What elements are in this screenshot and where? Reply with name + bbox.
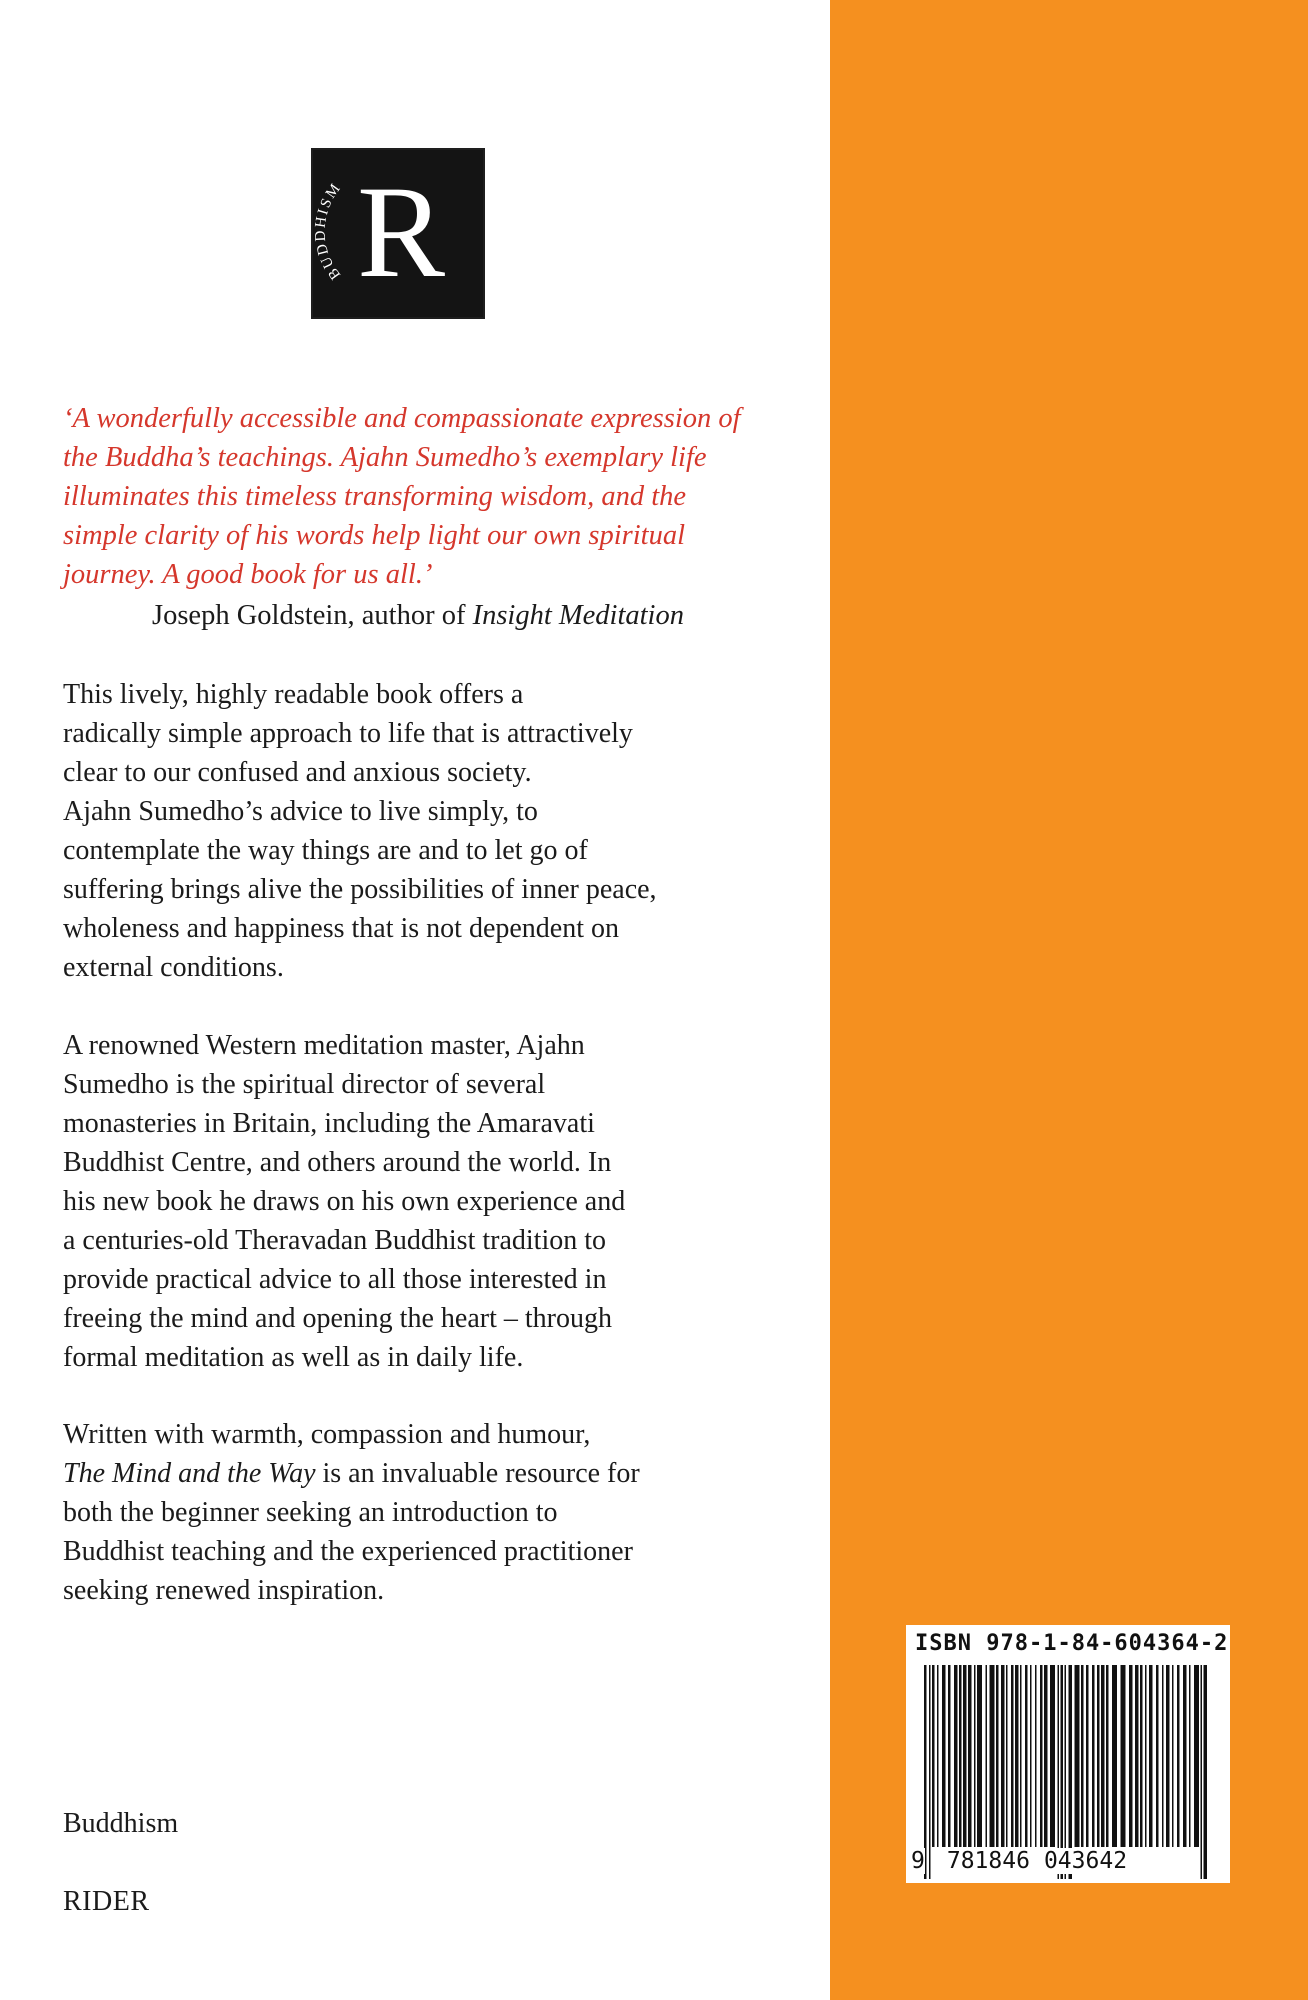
barcode-digit-lead: 9 <box>911 1848 925 1874</box>
barcode-bar <box>1194 1665 1199 1847</box>
category-label: Buddhism <box>63 1808 179 1839</box>
barcode-bar <box>1030 1665 1032 1847</box>
barcode-bar <box>1106 1665 1109 1847</box>
paragraph-line: provide practical advice to all those interested in <box>63 1264 607 1295</box>
quote-line: simple clarity of his words help light our own spiritual <box>63 520 686 551</box>
barcode-bar <box>996 1665 999 1847</box>
barcode-bar <box>1025 1665 1028 1847</box>
barcode-bar <box>1145 1665 1147 1847</box>
barcode-bar <box>1035 1665 1037 1847</box>
barcode-bar <box>1101 1665 1105 1847</box>
svg-text:BUDDHISM <box>313 180 345 283</box>
paragraph-line: suffering brings alive the possibilities of inner peace, <box>63 874 657 905</box>
book-title: The Mind and the Way <box>63 1458 316 1489</box>
paragraph-line: Written with warmth, compassion and humour, <box>63 1419 591 1450</box>
barcode-bar <box>959 1665 962 1847</box>
barcode-bar <box>1086 1665 1089 1847</box>
barcode-bar <box>1135 1665 1139 1847</box>
description-paragraph-2 <box>63 1026 753 1377</box>
barcode-bar <box>942 1665 946 1847</box>
barcode-bar <box>1081 1665 1084 1847</box>
barcode-bar <box>1075 1665 1080 1847</box>
barcode-bar <box>986 1665 988 1847</box>
isbn-barcode <box>906 1625 1230 1883</box>
paragraph-line: A renowned Western meditation master, Ajahn <box>63 1030 585 1061</box>
barcode-bar <box>1140 1665 1143 1847</box>
paragraph-line: wholeness and happiness that is not dependent on <box>63 913 620 944</box>
barcode-bar <box>974 1665 976 1847</box>
logo-arc-label: BUDDHISM <box>313 179 345 283</box>
description-paragraph-1 <box>63 675 753 987</box>
barcode-bar <box>963 1665 967 1847</box>
paragraph-line: Buddhist teaching and the experienced practitioner <box>63 1536 633 1567</box>
barcode-bar <box>977 1665 982 1847</box>
attribution-author: Joseph Goldstein, author of <box>152 600 473 631</box>
barcode-bar <box>1001 1665 1005 1847</box>
barcode-bar <box>1177 1665 1180 1847</box>
barcode-bar <box>937 1665 939 1847</box>
quote-attribution <box>152 596 792 635</box>
paragraph-line: Sumedho is the spiritual director of several <box>63 1069 546 1100</box>
barcode-bar <box>932 1665 935 1847</box>
barcode-bar <box>1040 1665 1043 1847</box>
paragraph-line: freeing the mind and opening the heart – through <box>63 1303 612 1334</box>
endorsement-quote <box>63 399 763 594</box>
barcode-bar <box>1129 1665 1133 1847</box>
barcode-bar <box>1097 1665 1100 1847</box>
quote-line: illuminates this timeless transforming wisdom, and the <box>63 481 687 512</box>
barcode-bar <box>1006 1665 1008 1847</box>
description-paragraph-3 <box>63 1415 753 1610</box>
publisher-name: RIDER <box>63 1886 150 1917</box>
barcode-bar <box>968 1665 972 1847</box>
paragraph-line: both the beginner seeking an introduction to <box>63 1497 558 1528</box>
barcode-digit-group-1: 781846 <box>946 1848 1030 1874</box>
barcode-bar <box>1149 1665 1153 1847</box>
barcode-bar <box>1011 1665 1014 1847</box>
quote-line: the Buddha’s teachings. Ajahn Sumedho’s exemplary life <box>63 442 707 473</box>
barcode-bar <box>1050 1665 1055 1847</box>
paragraph-line: radically simple approach to life that is attractively <box>63 718 633 749</box>
quote-line: ‘A wonderfully accessible and compassionate expression of <box>63 403 741 434</box>
barcode-bar <box>948 1665 951 1847</box>
barcode-bar <box>1166 1665 1170 1847</box>
barcode-digits <box>911 1847 1227 1875</box>
barcode-bar <box>1092 1665 1095 1847</box>
paragraph-line: clear to our confused and anxious society. <box>63 757 532 788</box>
quote-line: journey. A good book for us all.’ <box>63 559 433 590</box>
paragraph-line-rest: is an invaluable resource for <box>315 1458 640 1489</box>
paragraph-line: This lively, highly readable book offers a <box>63 679 524 710</box>
barcode-bar <box>1162 1665 1164 1847</box>
barcode-bar <box>1121 1665 1126 1847</box>
logo-letter: R <box>357 158 446 305</box>
barcode-bar <box>1015 1665 1019 1847</box>
paragraph-line: Buddhist Centre, and others around the world. In <box>63 1147 612 1178</box>
attribution-book-title: Insight Meditation <box>472 600 684 631</box>
paragraph-line: contemplate the way things are and to let go of <box>63 835 588 866</box>
paragraph-line: formal meditation as well as in daily life. <box>63 1342 524 1373</box>
paragraph-line: his new book he draws on his own experience and <box>63 1186 626 1217</box>
barcode-bar <box>954 1665 958 1847</box>
paragraph-line: a centuries-old Theravadan Buddhist tradition to <box>63 1225 607 1256</box>
paragraph-line: monasteries in Britain, including the Amaravati <box>63 1108 595 1139</box>
barcode-bar <box>990 1665 995 1847</box>
barcode-bar <box>1020 1665 1022 1847</box>
barcode-digit-group-2: 043642 <box>1043 1848 1128 1874</box>
paragraph-line: Ajahn Sumedho’s advice to live simply, to <box>63 796 538 827</box>
barcode-bar <box>1112 1665 1117 1847</box>
barcode-bar <box>1189 1665 1191 1847</box>
paragraph-line: seeking renewed inspiration. <box>63 1575 385 1606</box>
barcode-bar <box>1044 1665 1048 1847</box>
paragraph-line <box>63 1454 753 1493</box>
isbn-label: ISBN 978-1-84-604364-2 <box>915 1631 1229 1656</box>
barcode-bar <box>1156 1665 1159 1847</box>
barcode-bar <box>1172 1665 1174 1847</box>
publisher-logo <box>313 150 483 317</box>
barcode-bar <box>1183 1665 1187 1847</box>
paragraph-line: external conditions. <box>63 952 284 983</box>
